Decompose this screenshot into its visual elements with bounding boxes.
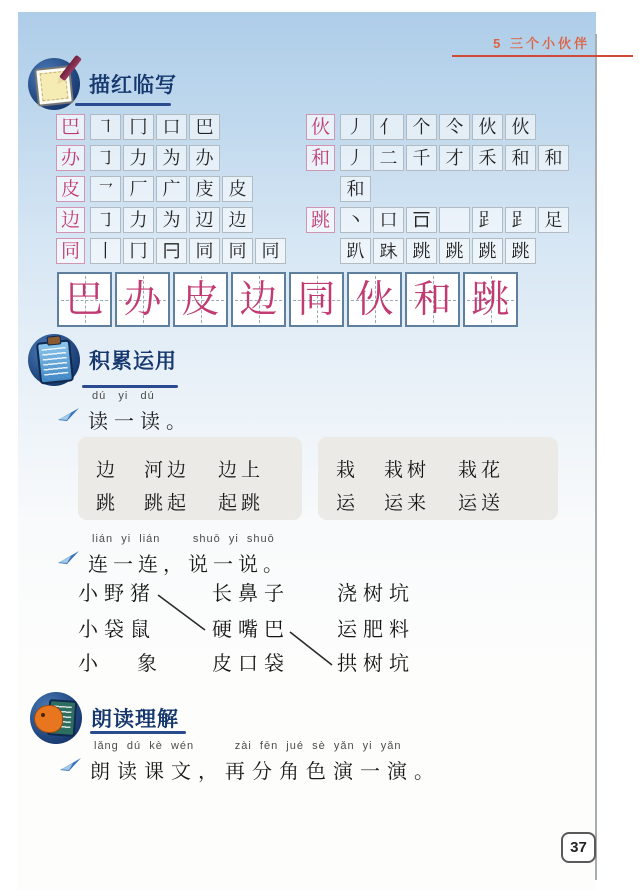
stroke-cell: 口 [156,114,187,140]
stroke-cell: 𠮛 [406,207,437,233]
stroke-cell: 𠯁 [439,207,470,233]
stroke-cell: 跳 [406,238,437,264]
word-line [78,485,302,518]
stroke-cell: 皮 [222,176,253,202]
stroke-grid-row [306,238,571,264]
stroke-cell: 伙 [472,114,503,140]
stroke-grid-row [306,176,571,202]
character-label: 伙 [306,114,335,140]
stroke-cell: 边 [222,207,253,233]
stroke-cell: 冂 [123,238,154,264]
match-item-actions: 拱树坑 [337,653,415,675]
stroke-cell: ㇖ [90,176,121,202]
prompt-connect [58,533,288,577]
practice-box [463,272,518,327]
match-item-features: 长鼻子 [212,583,290,605]
practice-character: 跳 [471,278,510,321]
section-title: 朗读理解 [91,708,179,731]
stroke-cell: 丿 [340,145,371,171]
stroke-cell: ㇕ [90,114,121,140]
word-term: 河边 [144,460,191,481]
character-label: 办 [56,145,85,171]
character-label: 边 [56,207,85,233]
practice-character-row [57,272,518,327]
section-title: 描红临写 [89,74,177,97]
stroke-cell: 庋 [189,176,220,202]
stroke-grid-row [56,238,288,264]
stroke-cell: 个 [406,114,437,140]
stroke-cell: 丶 [340,207,371,233]
stroke-cell: ㇆ [90,145,121,171]
prompt-text: 连一连，说一说。 [88,554,288,576]
prompt-text: 读一读。 [88,411,192,433]
stroke-cell: 𧾷 [472,207,503,233]
reading-icon [30,692,82,744]
pinyin-line: lián yi lián shuō yi shuō [92,533,275,545]
practice-character: 同 [297,278,336,321]
stroke-cell: 巴 [189,114,220,140]
lesson-title: 5 三个小伙伴 [493,36,590,51]
word-term: 运送 [458,493,505,514]
clipboard-shape [36,339,74,384]
clipboard-icon [28,334,80,386]
match-item-features: 皮口袋 [212,653,290,675]
practice-box [231,272,286,327]
stroke-cell: 同 [255,238,286,264]
practice-character: 和 [413,278,452,321]
pinyin-line: dú yi dú [92,390,155,402]
character-label: 皮 [56,176,85,202]
arrow-marker-icon [60,757,82,784]
practice-character: 巴 [65,278,104,321]
stroke-cell: 同 [189,238,220,264]
stroke-cell: 口 [373,207,404,233]
word-term: 边 [96,460,120,481]
section-header-accumulate [28,334,177,386]
prompt-text: 朗读课文，再分角色演一演。 [90,761,441,783]
character-label: 跳 [306,207,335,233]
stroke-cell: 力 [123,145,154,171]
stroke-cell: 力 [123,207,154,233]
stroke-cell: 才 [439,145,470,171]
stroke-cell: 跳 [439,238,470,264]
arrow-marker-icon [58,550,80,577]
prompt-perform [60,740,441,784]
stroke-cell: 跳 [505,238,536,264]
stroke-grid-row [56,176,288,202]
stroke-grid-row [306,145,571,171]
character-label: 巴 [56,114,85,140]
section-underline [90,731,186,734]
section-underline [75,103,171,106]
stroke-cell: 为 [156,145,187,171]
section-underline [82,385,178,388]
lesson-title-underline [452,55,633,57]
word-term: 运来 [384,493,431,514]
stroke-cell: 禾 [472,145,503,171]
page-number: 37 [561,832,596,863]
word-term: 栽花 [458,460,505,481]
stroke-cell: 为 [156,207,187,233]
character-label: 和 [306,145,335,171]
word-term: 运 [336,493,360,514]
stroke-cell: 亻 [373,114,404,140]
practice-character: 皮 [181,278,220,321]
word-list-box [78,437,302,520]
stroke-cell: 和 [505,145,536,171]
word-term: 栽树 [384,460,431,481]
stroke-cell: 伙 [505,114,536,140]
match-item-features: 硬嘴巴 [212,619,290,641]
stroke-cell: 𧾷 [505,207,536,233]
match-item-actions: 浇树坑 [337,583,415,605]
stroke-cell: 千 [406,145,437,171]
arrow-marker-icon [58,407,80,434]
practice-box [289,272,344,327]
match-item-animals: 小袋鼠 [78,619,156,641]
stroke-cell: 丨 [90,238,121,264]
clipboard-clip [47,335,62,345]
word-term: 边上 [218,460,265,481]
section-title: 积累运用 [89,350,177,373]
section-header-reading [30,692,179,744]
stroke-cell: 辺 [189,207,220,233]
practice-character: 边 [239,278,278,321]
stroke-cell: ㇆ [90,207,121,233]
matching-exercise [78,581,438,681]
stroke-cell: 二 [373,145,404,171]
right-margin-rule [595,34,597,880]
word-term: 起跳 [218,493,265,514]
stroke-grid-row [306,114,571,140]
pinyin-line: lǎng dú kè wén zài fēn jué sè yǎn yi yǎn [94,740,402,752]
stroke-grid-row [56,114,288,140]
practice-character: 伙 [355,278,394,321]
stroke-cell: 厂 [123,176,154,202]
match-item-actions: 运肥料 [337,619,415,641]
word-line [318,485,558,518]
practice-character: 办 [123,278,162,321]
stroke-grid-row [56,207,288,233]
word-term: 栽 [336,460,360,481]
stroke-cell: 跳 [472,238,503,264]
stroke-cell: 趴 [340,238,371,264]
stroke-grid-row [56,145,288,171]
word-list-box [318,437,558,520]
stroke-grid-row [306,207,571,233]
writing-pad-pencil-icon [28,58,80,110]
practice-box [405,272,460,327]
stroke-order-grid-left [56,114,288,269]
stroke-cell: 广 [156,176,187,202]
practice-box [347,272,402,327]
character-label: 同 [56,238,85,264]
stroke-cell: 同 [222,238,253,264]
word-term: 跳 [96,493,120,514]
stroke-cell: 办 [189,145,220,171]
stroke-cell: 足 [538,207,569,233]
stroke-cell: 丿 [340,114,371,140]
practice-box [173,272,228,327]
stroke-cell: 𧿴 [373,238,404,264]
match-item-animals: 小 象 [78,653,163,675]
practice-box [115,272,170,327]
stroke-order-grid-right [306,114,571,269]
practice-box [57,272,112,327]
orange-fish-shape [34,705,63,733]
word-line [78,452,302,485]
word-line [318,452,558,485]
word-term: 跳起 [144,493,191,514]
match-item-animals: 小野猪 [78,583,156,605]
stroke-cell: 仒 [439,114,470,140]
stroke-cell: 冂 [123,114,154,140]
prompt-read [58,390,192,434]
stroke-cell: 𠔼 [156,238,187,264]
stroke-cell: 和 [340,176,371,202]
stroke-cell: 和 [538,145,569,171]
